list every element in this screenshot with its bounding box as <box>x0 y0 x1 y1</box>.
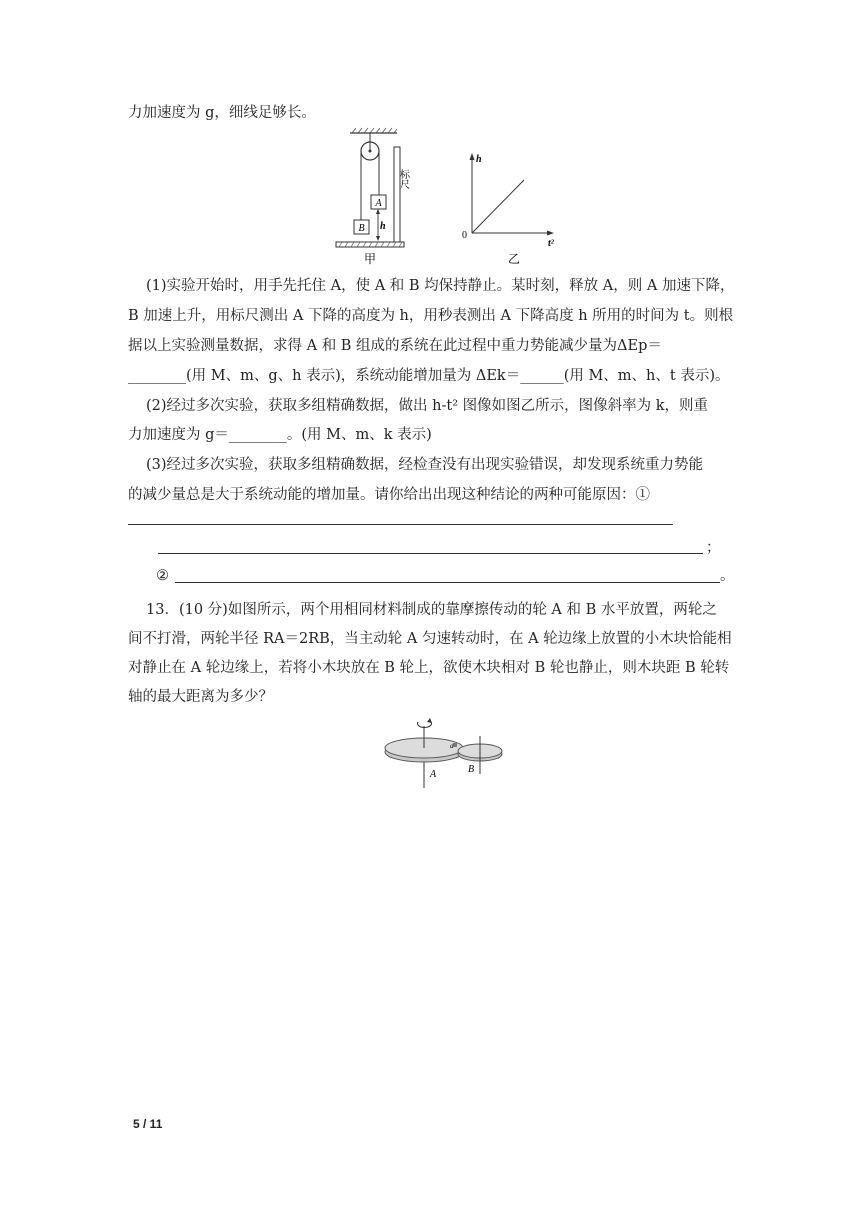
block-label: a <box>450 742 454 750</box>
axis-t-label: t² <box>548 238 554 249</box>
figure-pulley-graph <box>330 125 570 270</box>
height-label: h <box>380 221 386 232</box>
q2-line-1: (2)经过多次实验，获取多组精确数据，做出 h-t² 图像如图乙所示，图像斜率为 k，则重 <box>146 398 709 414</box>
ruler <box>394 147 400 242</box>
wheel-b-label: B <box>468 764 475 775</box>
figure-wheels <box>350 712 520 792</box>
q13-line-1: 13．(10 分)如图所示，两个用相同材料制成的靠摩擦传动的轮 A 和 B 水平放置，两轮之 <box>146 602 717 618</box>
q1-line-2: B 加速上升，用标尺测出 A 下降的高度为 h，用秒表测出 A 下降高度 h 所用的时间为 t。则根 <box>128 308 734 324</box>
small-block <box>453 743 457 747</box>
q1-line-1: (1)实验开始时，用手先托住 A，使 A 和 B 均保持静止。某时刻，释放 A，则 A 加速下降， <box>146 278 735 294</box>
answer-line-1 <box>128 524 673 525</box>
origin-label: 0 <box>462 230 467 241</box>
wheel-a-label: A <box>430 769 437 780</box>
intro-text: 力加速度为 g，细线足够长。 <box>128 105 316 121</box>
q13-line-3: 对静止在 A 轮边缘上，若将小木块放在 B 轮上，欲使木块相对 B 轮也静止，则木块距 B 轮转 <box>128 660 730 676</box>
ruler-label: 标尺 <box>397 169 409 189</box>
block-b-label: B <box>358 223 365 234</box>
answer-line-3 <box>175 582 720 583</box>
answer-line-2-end: ； <box>706 540 721 556</box>
block-a-label: A <box>375 198 382 209</box>
answer-line-2 <box>158 553 703 554</box>
graph-line <box>472 180 524 233</box>
page-number: 5 / 11 <box>133 1117 163 1131</box>
answer-mark-2: ② <box>156 568 169 584</box>
q1-line-4: ________(用 M、m、g、h 表示)，系统动能增加量为 ΔEk＝______(用 M、m、h、t 表示)。 <box>128 368 730 384</box>
axis-h-label: h <box>476 154 482 165</box>
ceiling <box>350 128 397 133</box>
q3-line-1: (3)经过多次实验，获取多组精确数据，经检查没有出现实验错误，却发现系统重力势能 <box>146 457 704 473</box>
answer-line-3-end: 。 <box>720 568 735 584</box>
figure-label-yi: 乙 <box>507 252 521 266</box>
q13-line-4: 轴的最大距离为多少？ <box>128 689 273 705</box>
q13-line-2: 间不打滑，两轮半径 RA＝2RB，当主动轮 A 匀速转动时，在 A 轮边缘上放置的小木块恰能相 <box>128 631 732 647</box>
h-t2-graph <box>462 153 555 266</box>
q3-line-2: 的减少量总是大于系统动能的增加量。请你给出出现这种结论的两种可能原因：① <box>128 487 650 503</box>
q1-line-3: 据以上实验测量数据，求得 A 和 B 组成的系统在此过程中重力势能减少量为ΔEp＝ <box>128 338 662 354</box>
figure-label-jia: 甲 <box>363 252 377 266</box>
q2-line-2: 力加速度为 g＝________。(用 M、m、k 表示) <box>128 427 432 443</box>
